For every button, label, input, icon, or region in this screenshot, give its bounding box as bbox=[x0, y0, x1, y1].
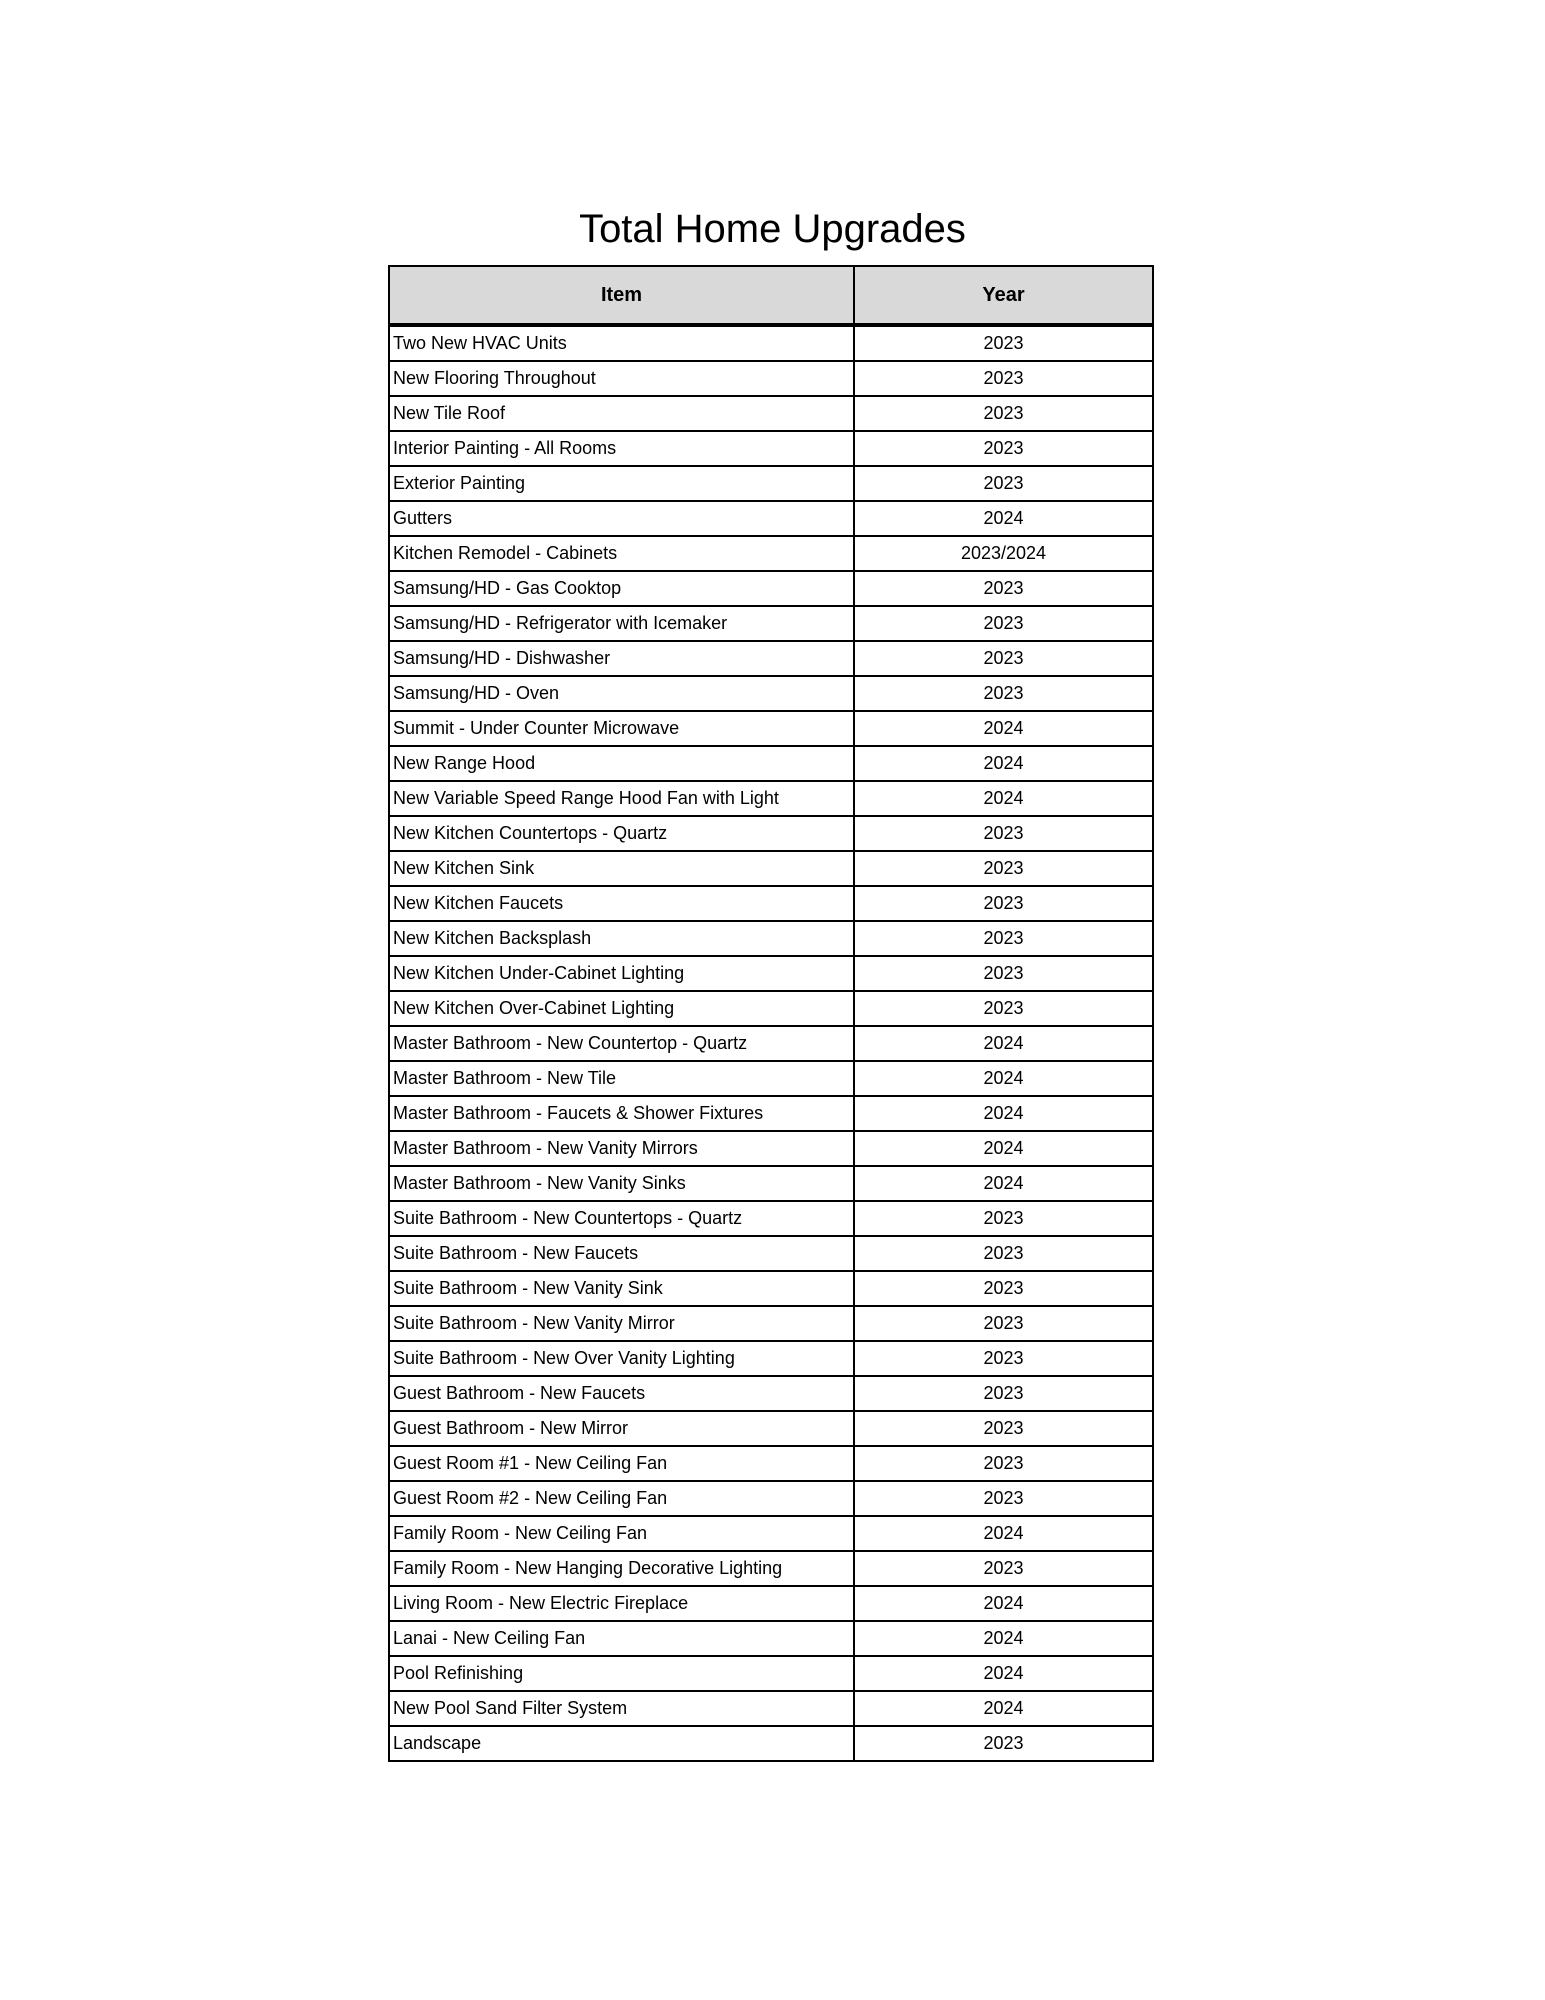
table-row bbox=[389, 1551, 1153, 1586]
item-cell: Master Bathroom - New Countertop - Quartz bbox=[389, 1026, 854, 1061]
item-cell: Two New HVAC Units bbox=[389, 325, 854, 361]
year-cell: 2023/2024 bbox=[854, 536, 1153, 571]
year-cell: 2024 bbox=[854, 1586, 1153, 1621]
year-cell: 2024 bbox=[854, 781, 1153, 816]
table-row bbox=[389, 1131, 1153, 1166]
year-cell: 2023 bbox=[854, 1341, 1153, 1376]
table-row bbox=[389, 641, 1153, 676]
item-cell: New Flooring Throughout bbox=[389, 361, 854, 396]
item-cell: Family Room - New Hanging Decorative Lighting bbox=[389, 1551, 854, 1586]
table-row bbox=[389, 1061, 1153, 1096]
table-row bbox=[389, 746, 1153, 781]
table-row bbox=[389, 1481, 1153, 1516]
year-cell: 2023 bbox=[854, 431, 1153, 466]
item-cell: Exterior Painting bbox=[389, 466, 854, 501]
table-row bbox=[389, 1516, 1153, 1551]
table-row bbox=[389, 1341, 1153, 1376]
year-cell: 2024 bbox=[854, 1131, 1153, 1166]
year-cell: 2023 bbox=[854, 851, 1153, 886]
table-row bbox=[389, 536, 1153, 571]
table-row bbox=[389, 1411, 1153, 1446]
year-cell: 2023 bbox=[854, 1481, 1153, 1516]
year-cell: 2024 bbox=[854, 1026, 1153, 1061]
item-cell: New Kitchen Under-Cabinet Lighting bbox=[389, 956, 854, 991]
item-cell: Living Room - New Electric Fireplace bbox=[389, 1586, 854, 1621]
item-cell: Samsung/HD - Oven bbox=[389, 676, 854, 711]
table-header-row bbox=[389, 266, 1153, 325]
table-row bbox=[389, 991, 1153, 1026]
item-cell: Guest Room #2 - New Ceiling Fan bbox=[389, 1481, 854, 1516]
year-cell: 2023 bbox=[854, 1376, 1153, 1411]
item-cell: New Kitchen Backsplash bbox=[389, 921, 854, 956]
item-cell: Pool Refinishing bbox=[389, 1656, 854, 1691]
year-cell: 2023 bbox=[854, 1551, 1153, 1586]
item-cell: Master Bathroom - Faucets & Shower Fixtures bbox=[389, 1096, 854, 1131]
item-cell: New Kitchen Over-Cabinet Lighting bbox=[389, 991, 854, 1026]
table-row bbox=[389, 676, 1153, 711]
column-header-item: Item bbox=[389, 266, 854, 325]
table-row bbox=[389, 886, 1153, 921]
item-cell: Guest Room #1 - New Ceiling Fan bbox=[389, 1446, 854, 1481]
table-row bbox=[389, 956, 1153, 991]
item-cell: Suite Bathroom - New Faucets bbox=[389, 1236, 854, 1271]
year-cell: 2023 bbox=[854, 1271, 1153, 1306]
item-cell: Master Bathroom - New Vanity Mirrors bbox=[389, 1131, 854, 1166]
table-row bbox=[389, 1621, 1153, 1656]
year-cell: 2023 bbox=[854, 1306, 1153, 1341]
year-cell: 2024 bbox=[854, 1621, 1153, 1656]
table-row bbox=[389, 1586, 1153, 1621]
year-cell: 2023 bbox=[854, 956, 1153, 991]
year-cell: 2023 bbox=[854, 1446, 1153, 1481]
table-row bbox=[389, 1026, 1153, 1061]
year-cell: 2024 bbox=[854, 1096, 1153, 1131]
table-row bbox=[389, 1376, 1153, 1411]
year-cell: 2024 bbox=[854, 1656, 1153, 1691]
table-row bbox=[389, 781, 1153, 816]
table-row bbox=[389, 571, 1153, 606]
year-cell: 2023 bbox=[854, 991, 1153, 1026]
item-cell: New Variable Speed Range Hood Fan with Light bbox=[389, 781, 854, 816]
year-cell: 2023 bbox=[854, 396, 1153, 431]
year-cell: 2023 bbox=[854, 641, 1153, 676]
item-cell: Suite Bathroom - New Over Vanity Lighting bbox=[389, 1341, 854, 1376]
item-cell: New Kitchen Countertops - Quartz bbox=[389, 816, 854, 851]
item-cell: Suite Bathroom - New Countertops - Quartz bbox=[389, 1201, 854, 1236]
item-cell: Master Bathroom - New Tile bbox=[389, 1061, 854, 1096]
year-cell: 2023 bbox=[854, 1201, 1153, 1236]
table-row bbox=[389, 1446, 1153, 1481]
table-row bbox=[389, 325, 1153, 361]
item-cell: New Pool Sand Filter System bbox=[389, 1691, 854, 1726]
year-cell: 2023 bbox=[854, 361, 1153, 396]
table-row bbox=[389, 1166, 1153, 1201]
item-cell: Lanai - New Ceiling Fan bbox=[389, 1621, 854, 1656]
table-row bbox=[389, 1726, 1153, 1761]
table-row bbox=[389, 1201, 1153, 1236]
table-row bbox=[389, 1656, 1153, 1691]
year-cell: 2023 bbox=[854, 921, 1153, 956]
year-cell: 2023 bbox=[854, 571, 1153, 606]
item-cell: Samsung/HD - Gas Cooktop bbox=[389, 571, 854, 606]
item-cell: Guest Bathroom - New Mirror bbox=[389, 1411, 854, 1446]
item-cell: Interior Painting - All Rooms bbox=[389, 431, 854, 466]
table-row bbox=[389, 1691, 1153, 1726]
table-row bbox=[389, 501, 1153, 536]
column-header-year: Year bbox=[854, 266, 1153, 325]
item-cell: Master Bathroom - New Vanity Sinks bbox=[389, 1166, 854, 1201]
table-row bbox=[389, 431, 1153, 466]
table-row bbox=[389, 921, 1153, 956]
item-cell: Gutters bbox=[389, 501, 854, 536]
item-cell: Summit - Under Counter Microwave bbox=[389, 711, 854, 746]
year-cell: 2023 bbox=[854, 606, 1153, 641]
table-row bbox=[389, 1271, 1153, 1306]
year-cell: 2023 bbox=[854, 1726, 1153, 1761]
year-cell: 2023 bbox=[854, 676, 1153, 711]
year-cell: 2024 bbox=[854, 1516, 1153, 1551]
year-cell: 2023 bbox=[854, 325, 1153, 361]
table-row bbox=[389, 396, 1153, 431]
table-row bbox=[389, 1306, 1153, 1341]
table-row bbox=[389, 466, 1153, 501]
year-cell: 2024 bbox=[854, 746, 1153, 781]
year-cell: 2024 bbox=[854, 1691, 1153, 1726]
item-cell: New Tile Roof bbox=[389, 396, 854, 431]
item-cell: Samsung/HD - Dishwasher bbox=[389, 641, 854, 676]
year-cell: 2024 bbox=[854, 1061, 1153, 1096]
year-cell: 2023 bbox=[854, 466, 1153, 501]
item-cell: New Kitchen Faucets bbox=[389, 886, 854, 921]
table-body bbox=[389, 325, 1153, 1761]
item-cell: Samsung/HD - Refrigerator with Icemaker bbox=[389, 606, 854, 641]
year-cell: 2023 bbox=[854, 1236, 1153, 1271]
item-cell: Guest Bathroom - New Faucets bbox=[389, 1376, 854, 1411]
year-cell: 2024 bbox=[854, 711, 1153, 746]
page-title: Total Home Upgrades bbox=[579, 206, 966, 251]
year-cell: 2024 bbox=[854, 1166, 1153, 1201]
year-cell: 2023 bbox=[854, 886, 1153, 921]
item-cell: New Kitchen Sink bbox=[389, 851, 854, 886]
item-cell: Family Room - New Ceiling Fan bbox=[389, 1516, 854, 1551]
item-cell: Landscape bbox=[389, 1726, 854, 1761]
item-cell: Kitchen Remodel - Cabinets bbox=[389, 536, 854, 571]
item-cell: Suite Bathroom - New Vanity Mirror bbox=[389, 1306, 854, 1341]
upgrades-table bbox=[388, 265, 1154, 1762]
table-row bbox=[389, 816, 1153, 851]
item-cell: Suite Bathroom - New Vanity Sink bbox=[389, 1271, 854, 1306]
year-cell: 2024 bbox=[854, 501, 1153, 536]
table-row bbox=[389, 361, 1153, 396]
year-cell: 2023 bbox=[854, 1411, 1153, 1446]
table-row bbox=[389, 1096, 1153, 1131]
table-row bbox=[389, 606, 1153, 641]
table-row bbox=[389, 711, 1153, 746]
item-cell: New Range Hood bbox=[389, 746, 854, 781]
table-row bbox=[389, 851, 1153, 886]
year-cell: 2023 bbox=[854, 816, 1153, 851]
table-row bbox=[389, 1236, 1153, 1271]
